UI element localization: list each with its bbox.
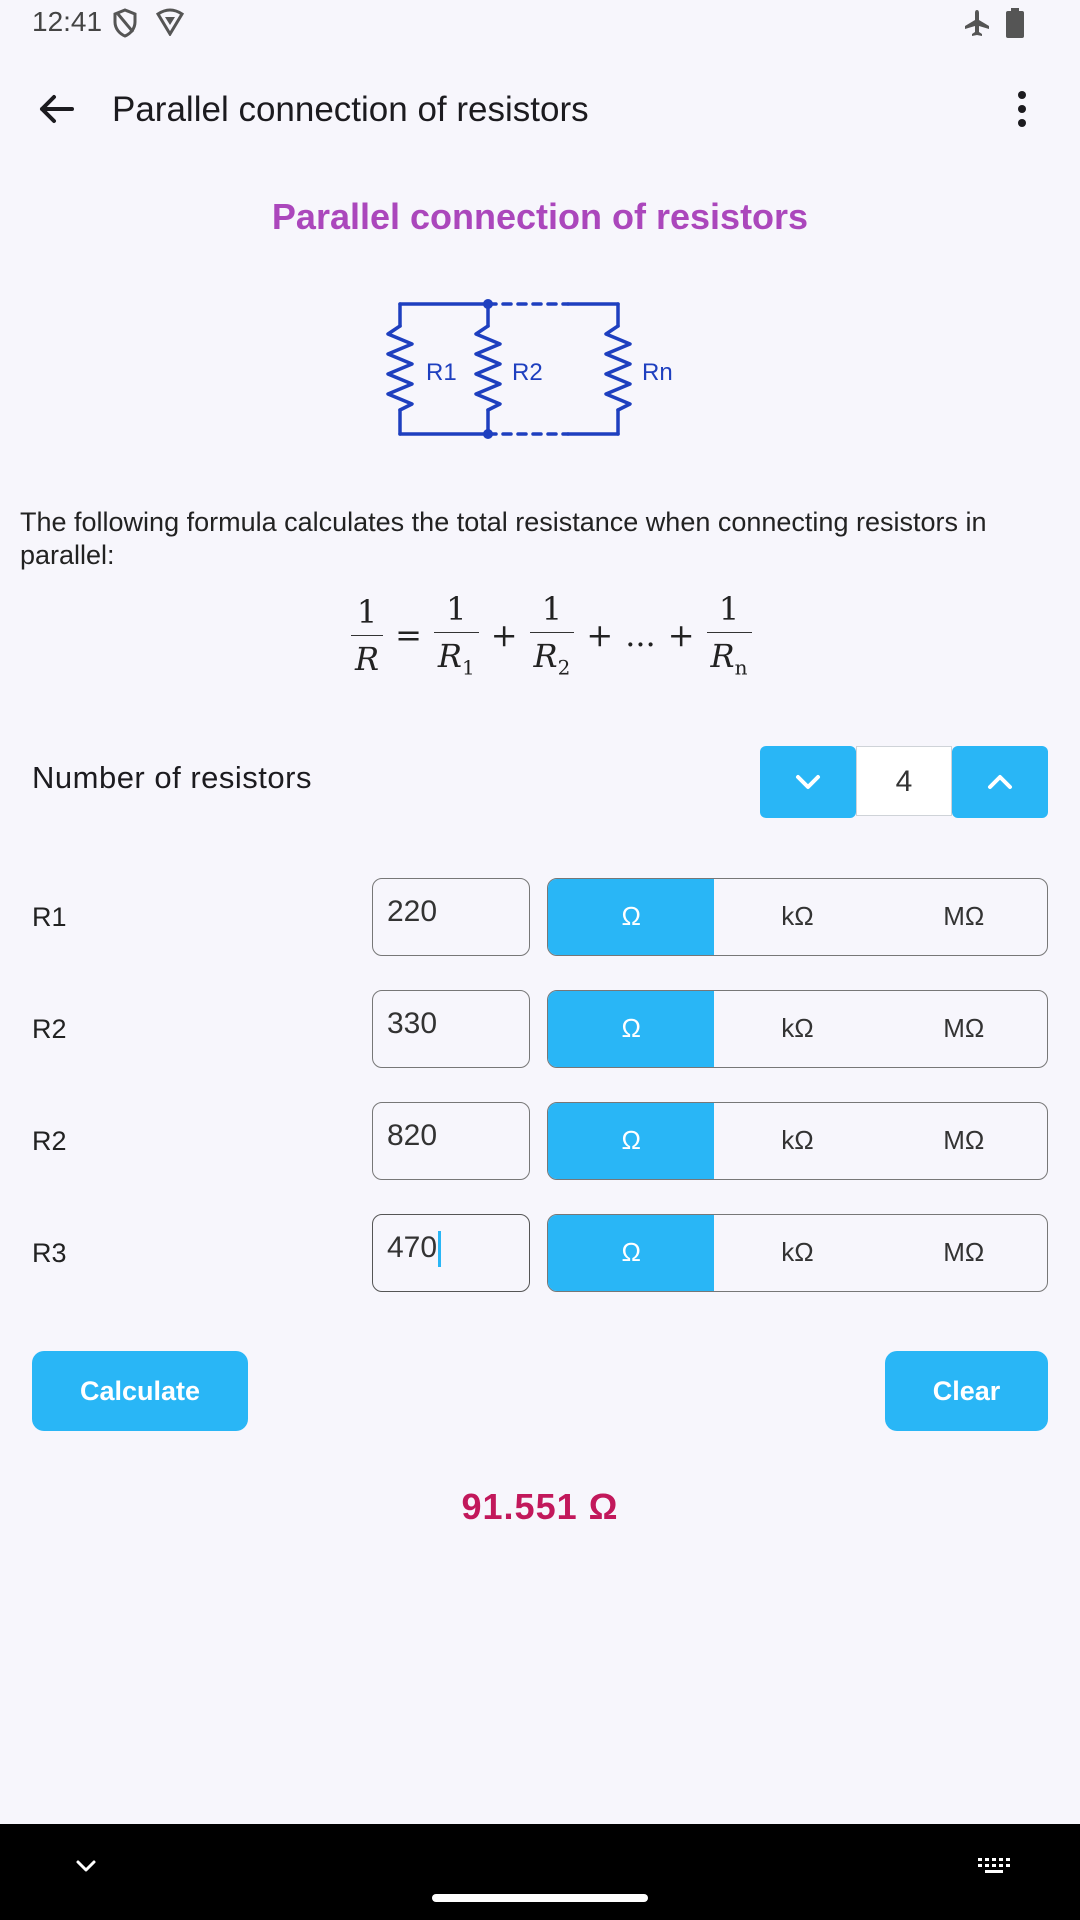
app-title: Parallel connection of resistors	[112, 90, 589, 129]
resistor-label: R2	[32, 1126, 67, 1156]
result-value: 91.551 Ω	[461, 1486, 619, 1527]
status-bar	[0, 0, 1080, 50]
arrow-back-icon[interactable]	[30, 82, 84, 136]
resistor-row	[0, 990, 1080, 1070]
formula-ellipsis: ...	[625, 616, 656, 654]
increment-button[interactable]	[952, 746, 1048, 818]
resistance-input[interactable]: 820	[372, 1102, 530, 1180]
parallel-circuit-diagram	[370, 286, 690, 446]
unit-selector	[547, 878, 1048, 956]
page-heading: Parallel connection of resistors	[271, 196, 809, 237]
decrement-button[interactable]	[760, 746, 856, 818]
more-vert-icon[interactable]	[1000, 82, 1044, 136]
unit-mohm-option[interactable]: MΩ	[943, 901, 985, 931]
unit-ohm-option[interactable]: Ω	[548, 991, 714, 1067]
diagram-label-rn: Rn	[642, 359, 673, 386]
calculate-button[interactable]: Calculate	[32, 1351, 248, 1431]
diagram-label-r1: R1	[426, 359, 457, 386]
resistor-row	[0, 1214, 1080, 1294]
formula-term-n: $\frac{1}{R_n}$	[707, 590, 752, 679]
resistor-row	[0, 878, 1080, 958]
shield-icon	[112, 8, 138, 43]
unit-kohm-option[interactable]: kΩ	[781, 901, 814, 931]
resistor-label: R3	[32, 1238, 67, 1268]
text-cursor	[438, 1231, 441, 1267]
unit-kohm-option[interactable]: kΩ	[781, 1013, 814, 1043]
chevron-up-icon	[952, 746, 1048, 818]
system-nav-bar	[0, 1824, 1080, 1920]
formula-lhs: $\frac{1}{R}$	[351, 593, 383, 678]
app-bar	[0, 60, 1080, 164]
unit-ohm-option[interactable]: Ω	[548, 1215, 714, 1291]
vpn-icon	[156, 8, 184, 41]
unit-mohm-option[interactable]: MΩ	[943, 1237, 985, 1267]
formula-term-2: $\frac{1}{R_2}$	[530, 590, 575, 679]
unit-ohm-option[interactable]: Ω	[548, 879, 714, 955]
keyboard-icon[interactable]	[976, 1854, 1012, 1883]
formula-equals: =	[395, 616, 422, 654]
chevron-down-icon	[760, 746, 856, 818]
diagram-label-r2: R2	[512, 359, 543, 386]
resistor-count-label: Number of resistors	[32, 760, 312, 795]
unit-selector	[547, 1102, 1048, 1180]
unit-mohm-option[interactable]: MΩ	[943, 1013, 985, 1043]
unit-selector	[547, 990, 1048, 1068]
resistor-label: R1	[32, 902, 67, 932]
clear-button[interactable]: Clear	[885, 1351, 1048, 1431]
parallel-formula	[345, 590, 758, 680]
resistor-row	[0, 1102, 1080, 1182]
formula-plus: +	[490, 616, 518, 654]
formula-plus: +	[667, 616, 695, 654]
unit-mohm-option[interactable]: MΩ	[943, 1125, 985, 1155]
unit-selector	[547, 1214, 1048, 1292]
resistance-input[interactable]: 330	[372, 990, 530, 1068]
unit-ohm-option[interactable]: Ω	[548, 1103, 714, 1179]
formula-term-1: $\frac{1}{R_1}$	[434, 590, 479, 679]
home-gesture-handle[interactable]	[432, 1894, 648, 1902]
hide-keyboard-icon[interactable]	[72, 1852, 100, 1885]
battery-icon	[1006, 8, 1024, 43]
resistor-label: R2	[32, 1014, 67, 1044]
resistance-input[interactable]: 470	[372, 1214, 530, 1292]
status-time: 12:41	[32, 6, 103, 37]
unit-kohm-option[interactable]: kΩ	[781, 1125, 814, 1155]
resistor-count-value[interactable]: 4	[856, 746, 952, 816]
formula-plus: +	[586, 616, 614, 654]
resistor-count-stepper	[760, 746, 1048, 818]
unit-kohm-option[interactable]: kΩ	[781, 1237, 814, 1267]
airplane-mode-icon	[962, 8, 992, 43]
formula-description: The following formula calculates the total resistance when connecting resistors in parallel:	[20, 507, 987, 570]
resistance-input[interactable]: 220	[372, 878, 530, 956]
